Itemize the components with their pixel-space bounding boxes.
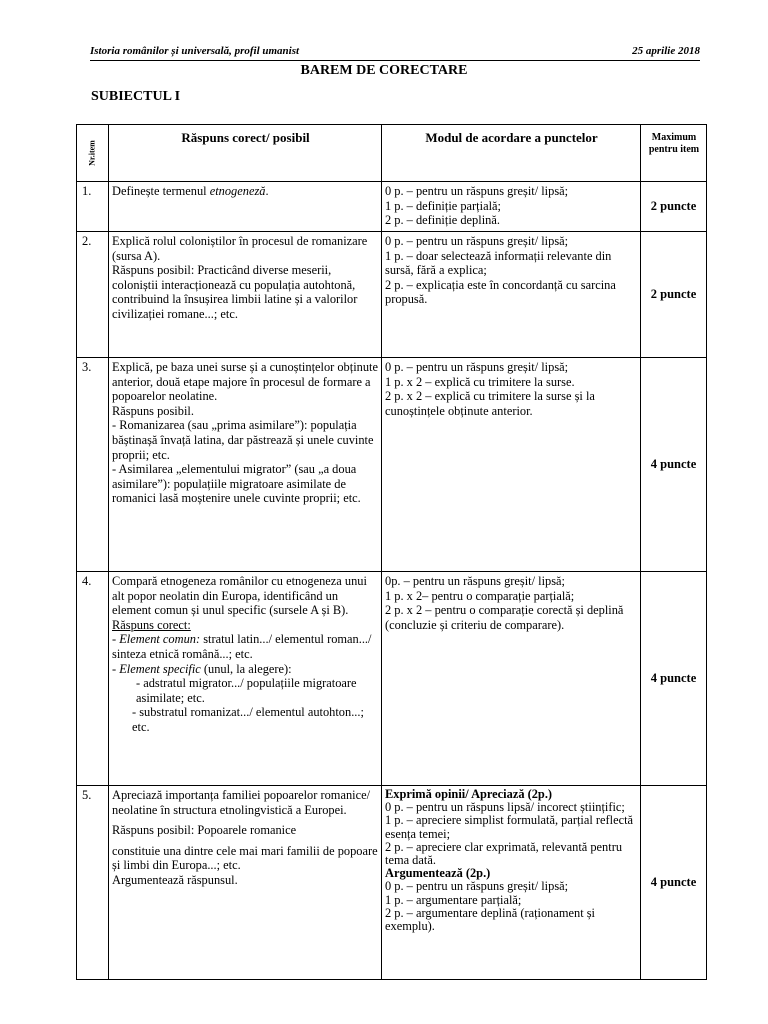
- answer-cell: Explică rolul coloniștilor în procesul de romanizare (sursa A). Răspuns posibil: Practicând diverse meserii, coloniștii interacționează cu populația autohtonă, contribuind la însușirea limbii latine și a valorilor civilizației romane...; etc.: [109, 232, 382, 358]
- mode-cell: 0 p. – pentru un răspuns greșit/ lipsă; 1 p. – doar selectează informații relevante din sursă, fără a explica; 2 p. – explicația este în concordanță cu sarcina propusă.: [382, 232, 641, 358]
- table-row: [77, 232, 707, 358]
- header-date: 25 aprilie 2018: [632, 45, 700, 57]
- answer-cell: Compară etnogeneza românilor cu etnogeneza unui alt popor neolatin din Europa, identificând un element comun și unul specific (sursele A și B). Răspuns corect: - Element comun: stratul latin.../ elementul roman.../ sinteza etnică română...; etc. - Element specific (unul, la alegere): - adstratul migrator.../ populațiile migratoare asimilate; etc. - substratul romanizat.../ elementul autohton...; etc.: [109, 572, 382, 786]
- item-number: 2.: [77, 232, 109, 358]
- mode-heading: Argumentează (2p.): [385, 866, 491, 881]
- answer-cell: Explică, pe baza unei surse și a cunoștințelor obținute anterior, două etape majore în procesul de formare a popoarelor neolatine. Răspuns posibil. - Romanizarea (sau „prima asimilare”): populația băștinașă învață latina, dar păstrează și unele cuvinte proprii; etc. - Asimilarea „elementului migrator” (sau „a doua asimilare”): populațiile migratoare asimilate de romanici lasă moștenire unele cuvinte proprii; etc.: [109, 358, 382, 572]
- mode-heading: Exprimă opinii/ Apreciază (2p.): [385, 787, 553, 801]
- header-max: Maximum pentru item: [641, 125, 707, 182]
- item-number: 5.: [77, 786, 109, 980]
- page-title: BAREM DE CORECTARE: [300, 63, 468, 78]
- answer-cell: Definește termenul etnogeneză.: [109, 182, 382, 232]
- points-cell: 2 puncte: [641, 232, 707, 358]
- mode-cell: 0p. – pentru un răspuns greșit/ lipsă; 1 p. x 2– pentru o comparație parțială; 2 p. x 2 – pentru o comparație corectă și deplină (concluzie și criteriu de comparare).: [382, 572, 641, 786]
- points-cell: 4 puncte: [641, 572, 707, 786]
- points-cell: 4 puncte: [641, 358, 707, 572]
- points-cell: 2 puncte: [641, 182, 707, 232]
- table-row: [77, 572, 707, 786]
- mode-cell: 0 p. – pentru un răspuns greșit/ lipsă; 1 p. – definiție parțială; 2 p. – definiție deplină.: [382, 182, 641, 232]
- table-row: [77, 786, 707, 980]
- header-mode: Modul de acordare a punctelor: [382, 125, 641, 182]
- item-number: 3.: [77, 358, 109, 572]
- table-header-row: [77, 125, 707, 182]
- header-item-number: Nr.item: [77, 125, 109, 182]
- mode-cell: Exprimă opinii/ Apreciază (2p.) 0 p. – pentru un răspuns lipsă/ incorect științific; 1 p. – apreciere simplist formulată, parțial reflectă esența temei; 2 p. – apreciere clar exprimată, relevantă pentru tema dată. Argumentează (2p.) 0 p. – pentru un răspuns greșit/ lipsă; 1 p. – argumentare parțială; 2 p. – argumentare deplină (raționament și exemplu).: [382, 786, 641, 980]
- grading-table: [76, 124, 707, 980]
- page-header: [90, 44, 700, 61]
- header-subject: Istoria românilor și universală, profil umanist: [90, 45, 300, 57]
- header-answer: Răspuns corect/ posibil: [109, 125, 382, 182]
- points-cell: 4 puncte: [641, 786, 707, 980]
- table-row: [77, 182, 707, 232]
- answer-cell: Apreciază importanța familiei popoarelor romanice/ neolatine în structura etnolingvistică a Europei. Răspuns posibil: Popoarele romanice constituie una dintre cele mai mari familii de popoare și limbi din Europa...; etc. Argumentează răspunsul.: [109, 786, 382, 980]
- item-number: 1.: [77, 182, 109, 232]
- mode-cell: 0 p. – pentru un răspuns greșit/ lipsă; 1 p. x 2 – explică cu trimitere la surse. 2 p. x 2 – explică cu trimitere la surse și la cunoștințele obținute anterior.: [382, 358, 641, 572]
- table-row: [77, 358, 707, 572]
- section-title: SUBIECTUL I: [91, 89, 181, 104]
- item-number: 4.: [77, 572, 109, 786]
